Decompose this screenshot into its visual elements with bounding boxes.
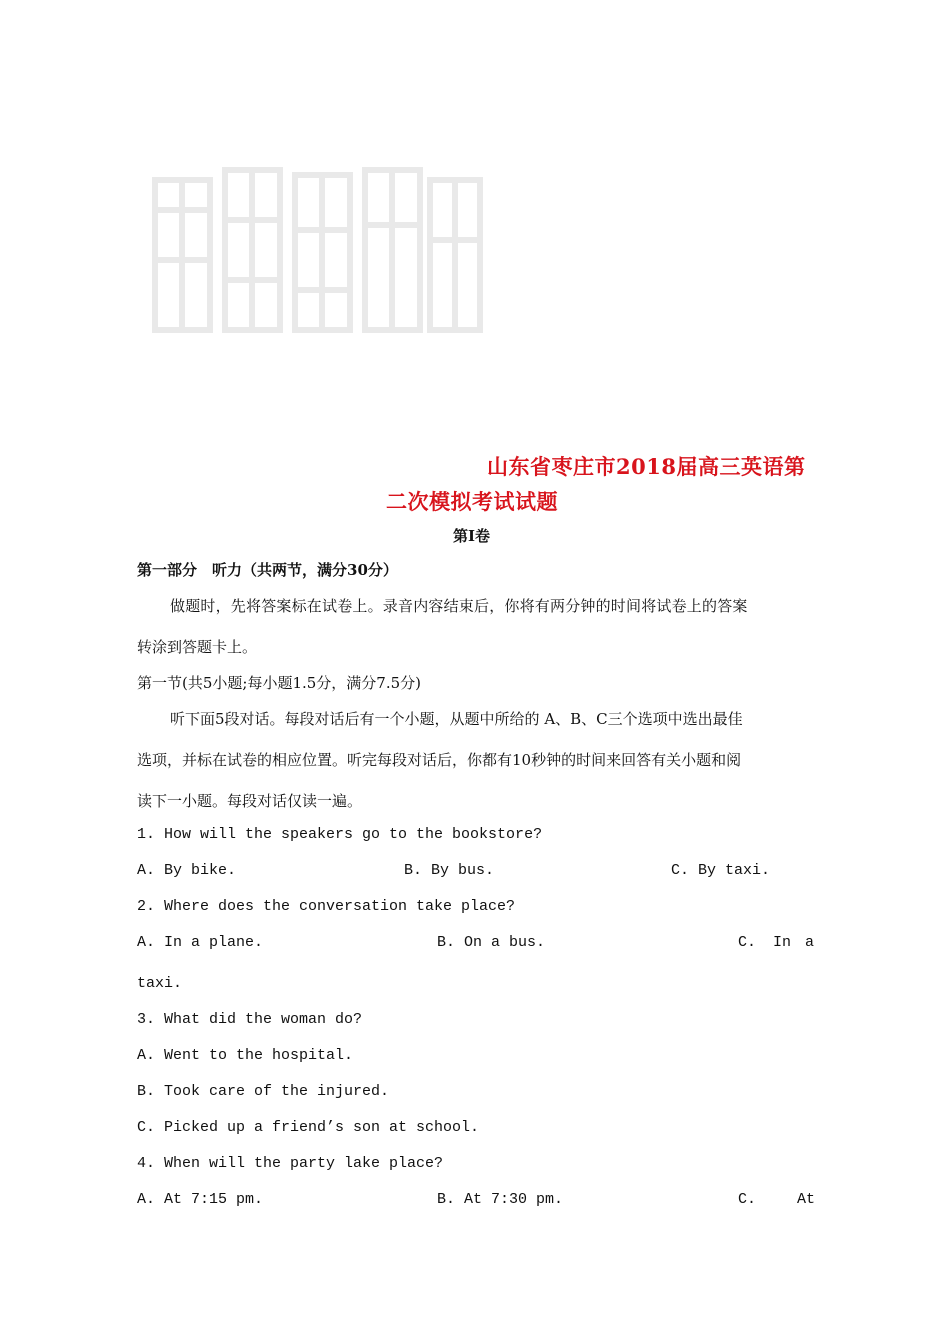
- q2-option-c-cont: taxi.: [137, 975, 183, 992]
- q2-option-a: A. In a plane.: [137, 934, 264, 951]
- question-4: 4. When will the party lake place?: [137, 1155, 444, 1172]
- q1-option-a: A. By bike.: [137, 862, 237, 879]
- watermark-logo: [145, 150, 485, 350]
- q3-option-a: A. Went to the hospital.: [137, 1047, 354, 1064]
- part1-instructions: 做题时，先将答案标在试卷上。录音内容结束后，你将有两分钟的时间将试卷上的答案: [170, 597, 748, 615]
- part1-instructions-cont: 转涂到答题卡上。: [137, 638, 258, 656]
- q4-option-a: A. At 7:15 pm.: [137, 1191, 264, 1208]
- part1-heading: 第一部分 听力（共两节，满分30分）: [137, 561, 398, 579]
- section1-instructions: 听下面5段对话。每段对话后有一个小题，从题中所给的 A、B、C三个选项中选出最佳: [170, 710, 743, 728]
- q1-option-c: C. By taxi.: [671, 862, 771, 879]
- q3-option-c: C. Picked up a friend’s son at school.: [137, 1119, 480, 1136]
- doc-title-line1: 山东省枣庄市2018届高三英语第: [487, 454, 806, 479]
- q4-option-c-word1: At: [797, 1191, 816, 1208]
- q2-option-c-letter: C.: [738, 934, 757, 951]
- doc-title-line2: 二次模拟考试试题: [386, 489, 558, 514]
- q3-option-b: B. Took care of the injured.: [137, 1083, 390, 1100]
- q2-option-b: B. On a bus.: [437, 934, 546, 951]
- q2-option-c-word2: a: [805, 934, 815, 951]
- section1-instructions-cont2: 读下一小题。每段对话仅读一遍。: [137, 792, 363, 810]
- question-1: 1. How will the speakers go to the bookstore?: [137, 826, 543, 843]
- question-2: 2. Where does the conversation take place?: [137, 898, 516, 915]
- q4-option-c-letter: C.: [738, 1191, 757, 1208]
- q2-option-c-word1: In: [773, 934, 792, 951]
- section1-heading: 第一节(共5小题;每小题1.5分，满分7.5分): [137, 674, 422, 692]
- section1-instructions-cont1: 选项，并标在试卷的相应位置。听完每段对话后，你都有10秒钟的时间来回答有关小题和阅: [137, 751, 742, 769]
- q1-option-b: B. By bus.: [404, 862, 495, 879]
- q4-option-b: B. At 7:30 pm.: [437, 1191, 564, 1208]
- volume-label: 第I卷: [453, 527, 491, 545]
- question-3: 3. What did the woman do?: [137, 1011, 363, 1028]
